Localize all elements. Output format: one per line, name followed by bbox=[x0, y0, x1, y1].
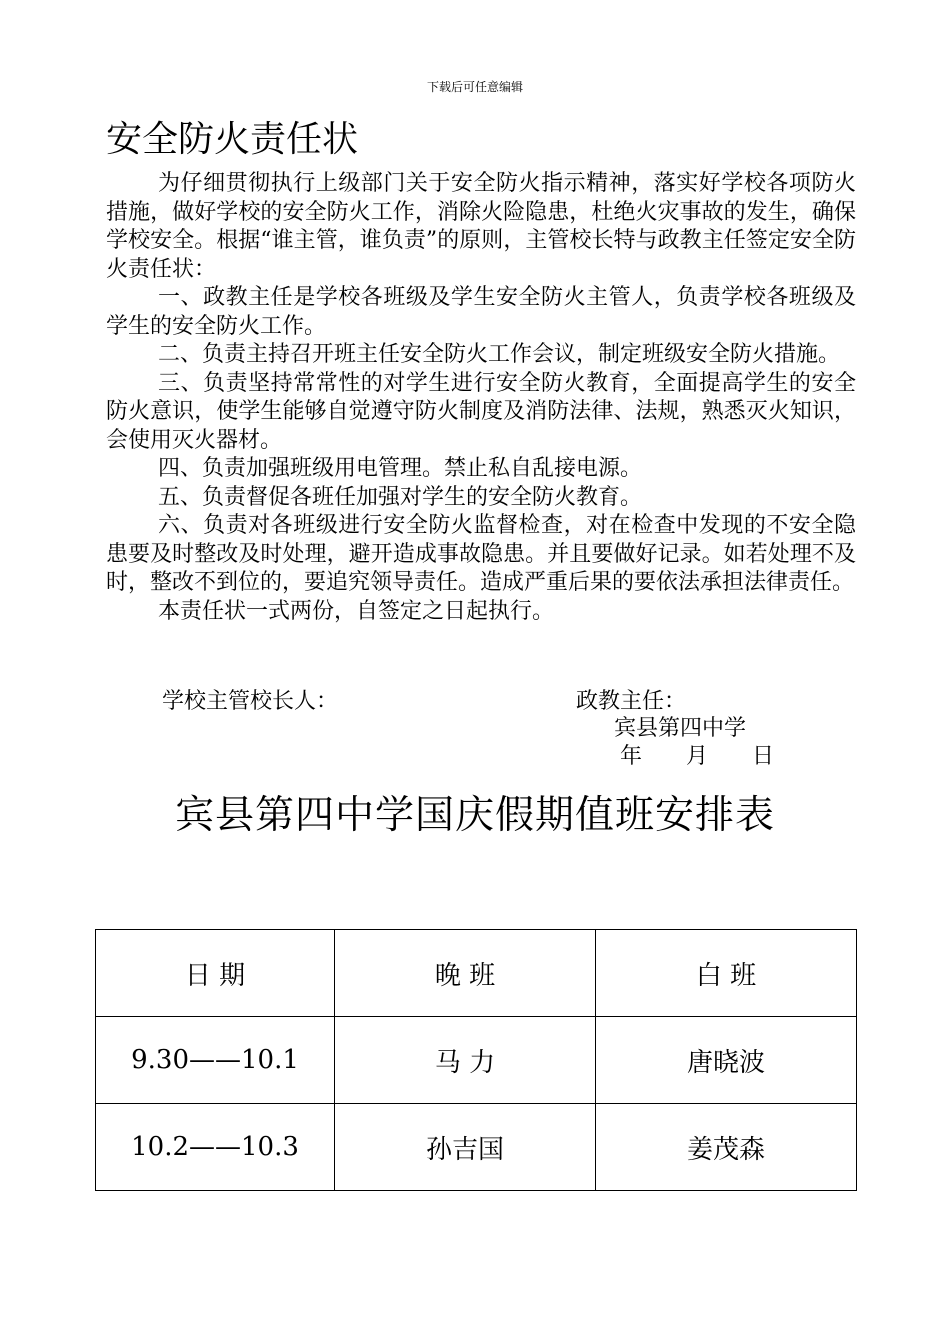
paragraph-intro: 为仔细贯彻执行上级部门关于安全防火指示精神，落实好学校各项防火措施，做好学校的安全防火工作，消除火险隐患，杜绝火灾事故的发生，确保学校安全。根据“谁主管，谁负责”的原则，主管校长特与政教主任签定安全防火责任状： bbox=[106, 171, 856, 282]
table-row bbox=[96, 1104, 857, 1191]
header-note: 下载后可任意编辑 bbox=[426, 80, 523, 94]
schedule-title: 宾县第四中学国庆假期值班安排表 bbox=[174, 793, 775, 838]
signature-director: 政教主任： bbox=[576, 689, 687, 714]
table-row bbox=[96, 1017, 857, 1104]
paragraph-item-1: 一、政教主任是学校各班级及学生安全防火主管人，负责学校各班级及学生的安全防火工作。 bbox=[106, 285, 856, 339]
date-day: 日 bbox=[752, 744, 775, 769]
document-body bbox=[106, 170, 856, 626]
cell-night-shift: 马 力 bbox=[335, 1017, 596, 1104]
date-year: 年 bbox=[620, 744, 643, 769]
date-line bbox=[620, 743, 774, 771]
cell-day-shift: 姜茂森 bbox=[596, 1104, 857, 1191]
paragraph-item-6: 六、负责对各班级进行安全防火监督检查，对在检查中发现的不安全隐患要及时整改及时处理，避开造成事故隐患。并且要做好记录。如若处理不及时，整改不到位的，要追究领导责任。造成严重后果的要依法承担法律责任。 bbox=[106, 513, 856, 595]
signature-principal: 学校主管校长人： bbox=[162, 689, 339, 714]
header-night-shift: 晚 班 bbox=[335, 930, 596, 1017]
paragraph-item-4: 四、负责加强班级用电管理。禁止私自乱接电源。 bbox=[158, 456, 643, 481]
table-header-row bbox=[96, 930, 857, 1017]
cell-day-shift: 唐晓波 bbox=[596, 1017, 857, 1104]
date-month: 月 bbox=[686, 744, 709, 769]
header-day-shift: 白 班 bbox=[596, 930, 857, 1017]
cell-date: 9.30——10.1 bbox=[96, 1017, 335, 1104]
header-date: 日 期 bbox=[96, 930, 335, 1017]
paragraph-item-5: 五、负责督促各班任加强对学生的安全防火教育。 bbox=[158, 484, 643, 510]
paragraph-item-3: 三、负责坚持常常性的对学生进行安全防火教育，全面提高学生的安全防火意识，使学生能够自觉遵守防火制度及消防法律、法规，熟悉灭火知识，会使用灭火器材。 bbox=[106, 370, 856, 453]
paragraph-item-2: 二、负责主持召开班主任安全防火工作会议，制定班级安全防火措施。 bbox=[158, 342, 841, 367]
cell-date: 10.2——10.3 bbox=[96, 1104, 335, 1191]
document-title: 安全防火责任状 bbox=[106, 119, 359, 160]
cell-night-shift: 孙吉国 bbox=[335, 1104, 596, 1191]
schedule-table bbox=[95, 929, 857, 1191]
school-name: 宾县第四中学 bbox=[614, 716, 747, 741]
paragraph-closing: 本责任状一式两份，自签定之日起执行。 bbox=[158, 598, 555, 624]
